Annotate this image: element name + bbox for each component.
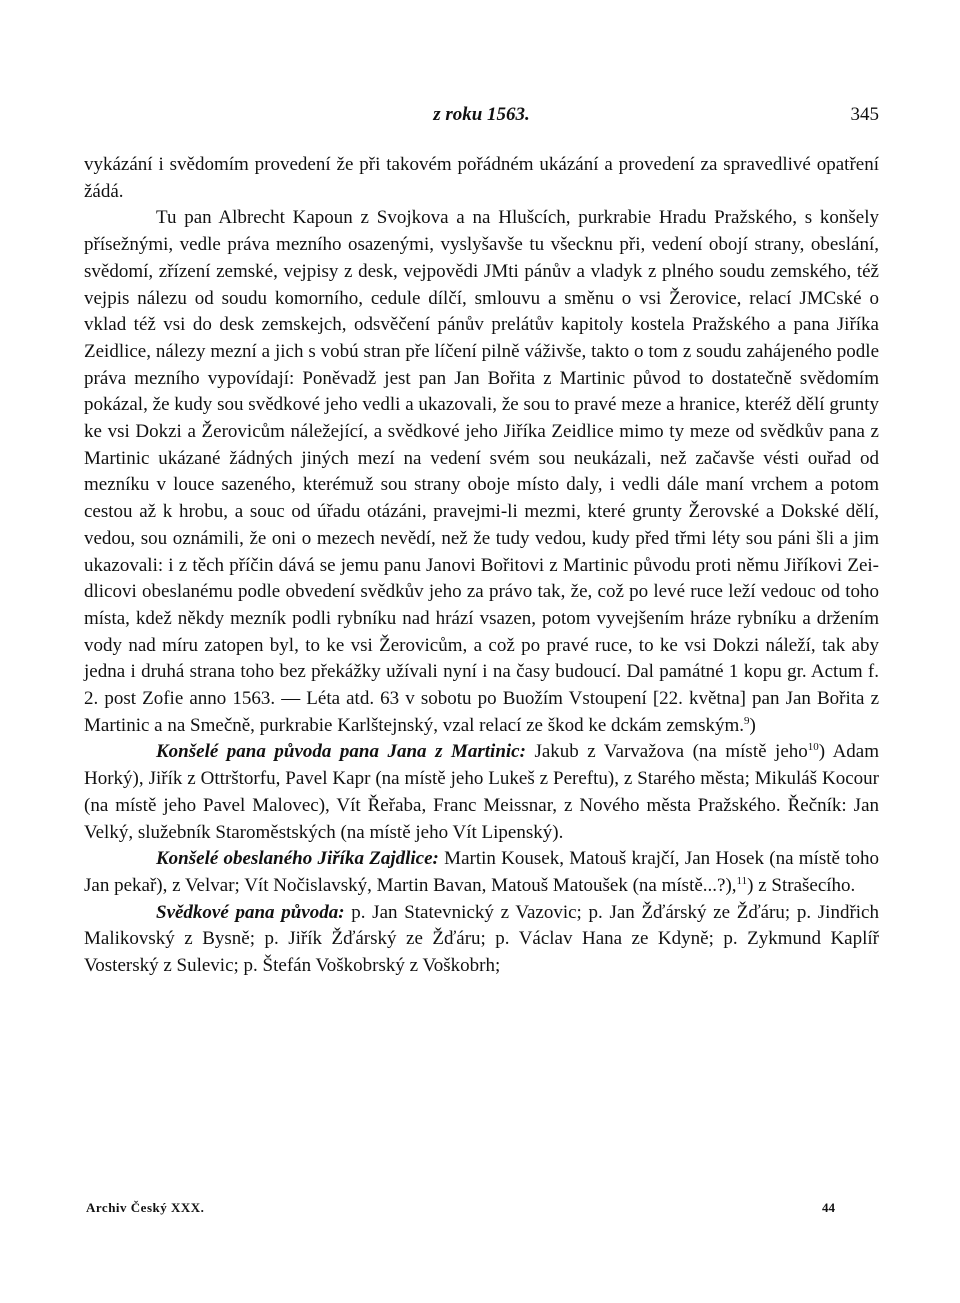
paragraph	[84, 152, 879, 205]
text-run: Martin Kousek, Matouš krajčí, Jan Hosek (na místě toho Jan pekař), z Velvar; Vít Nočislavský, Martin Bavan, Matouš Matoušek (na místě...?),	[84, 848, 879, 896]
text-run: Jakub z Varvažova (na místě jeho	[525, 741, 808, 763]
text-run: p. Jan Statevnický z Vazovic; p. Jan Žďárský ze Žďáru; p. Jindřich Malikovský z Bysně; p. Jiřík Žďárský ze Žďáru; p. Václav Hana ze Kdyně; p. Zykmund Kaplíř Vosterský z Sulevic; p. Štefán Voškobrský z Voškobrh;	[84, 901, 879, 977]
running-title: z roku 1563.	[433, 104, 530, 125]
section-heading: Svědkové pana původa:	[156, 901, 345, 923]
paragraph	[84, 739, 879, 846]
paragraph	[84, 205, 879, 739]
page-footer	[84, 1200, 879, 1220]
paragraph	[84, 900, 879, 980]
paragraph	[84, 846, 879, 899]
text-run: ) z Strašecího.	[747, 874, 856, 896]
footnote-ref: 9	[744, 714, 750, 727]
text-run: Tu pan Albrecht Kapoun z Svojkova a na Hlušcích, purkrabie Hradu Pražského, s konšely přísežnými, vedle práva mezního osazenými, vyslyšavše tu všecknu při, vedení obojí strany, obeslání, svědomí, zřízení zemské, vejpisy z desk, vejpovědi JMti pánův a vladyk z plného soudu zemského, též vejpis nálezu od soudu komorního, cedule dílčí, smlouvu a směnu o vsi Žerovice, relací JMCské o vklad též vsi do desk zemskejch, odsvěčení pánův prelátův kapitoly kostela Pražského a pana Jiříka Zeidlice, nálezy mezní a jich s vobú stran pře líčení pilně váživše, takto o tom z soudu zahájeného podle práva mezního vypovídají: Poněvadž jest pan Jan Bořita z Martinic původ to dostatečně svědomím pokázal, že kudy sou svědkové jeho vedli a ukazovali, že sou to pravé meze a hranice, kteréž dělí grunty ke vsi Dokzi a Žerovicům náležející, a svědkové jeho Jiříka Zeidlice mimo ty meze od svědkův pana z Martinic ukázané žádných jiných mezí na vedení svém sou neukázali, než začavše vésti ouřad od mezníku v louce sazeného, kterémuž sou strany oboje místo daly, i vedli dále maní vrchem a potom cestou až k hrobu, a souc od úřadu otázáni, pravejmi-li mezmi, které grunty Žerovské a Dokské dělí, vedou, sou oznámili, že oni o mezech nevědí, než že tudy vedou, kudy před třmi léty sou páni šli a jim ukazovali: i z těch příčin dává se jemu panu Janovi Bořitovi z Martinic původu proti němu Jiříkovi Zeidlicovi obeslanému podle obvedení svědkův jeho za právo tak, že, což po levé ruce leží vedouc od toho místa, kdež někdy mezník podli rybníku nad hrází vsazen, potom vyvejšením hráze rybníku a držením vody nad míru zatopen byl, to ke vsi Žerovicům, a což po pravé ruce, to ke vsi Dokzi náleží, tak aby jedna i druhá strana toho bez překážky užívali nyní i na časy budoucí. Dal památné 1 kopu gr. Actum f. 2. post Zofie anno 1563. — Léta atd. 63 v sobotu po Buožím Vstoupení [22. května] pan Jan Bořita z Martinic a na Smečně, purkrabie Karlštejnský, vzal relací ze škod ke dckám zemským.	[84, 207, 879, 736]
section-heading: Konšelé pana původa pana Jana z Martinic:	[156, 741, 526, 763]
body-text	[84, 152, 879, 980]
printer-signature: Archiv Český XXX.	[86, 1200, 205, 1215]
section-heading: Konšelé obeslaného Jiříka Zajdlice:	[156, 848, 439, 870]
text-run: ) Adam Horký), Jiřík z Ottrštorfu, Pavel Kapr (na místě jeho Lukeš z Pereftu), z Starého města; Mikuláš Kocour (na místě jeho Pavel Malovec), Vít Řeřaba, Franc Meissnar, z Nového města Pražského. Řečník: Jan Velký, služebník Staroměstských (na místě jeho Vít Lipenský).	[84, 741, 880, 843]
footnote-ref: 11	[736, 874, 748, 887]
page-number: 345	[850, 104, 879, 125]
sheet-number: 44	[822, 1200, 835, 1215]
footnote-ref: 10	[807, 741, 819, 754]
text-run: )	[749, 714, 756, 736]
text-run: vykázání i svědomím provedení že při takovém pořádném ukázání a provedení za spravedlivé opatření žádá.	[84, 154, 879, 202]
page-header	[84, 104, 879, 128]
